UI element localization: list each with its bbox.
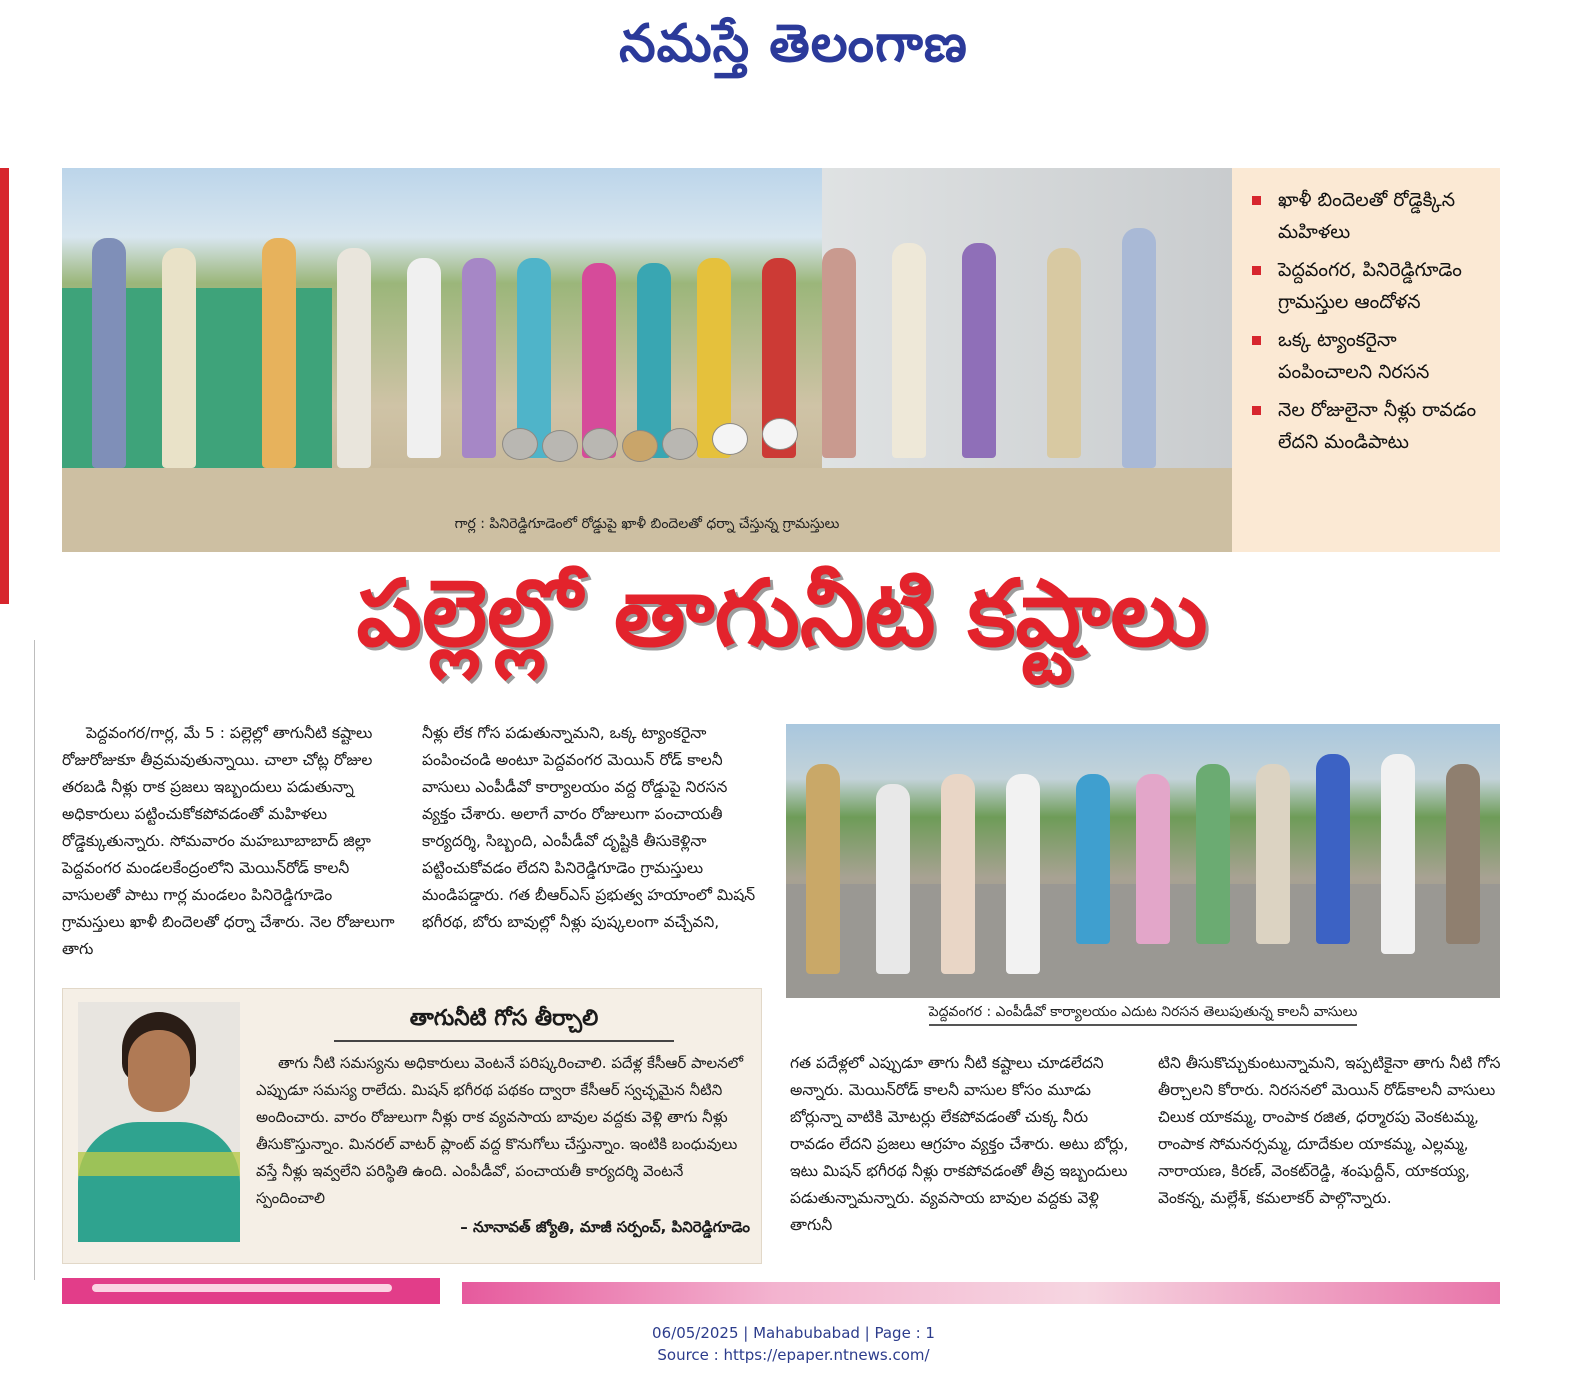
photo-person xyxy=(1076,774,1110,944)
highlight-item xyxy=(1252,324,1490,388)
photo-person xyxy=(1006,774,1040,974)
photo-person xyxy=(337,248,371,468)
bullet-square-icon xyxy=(1252,406,1261,415)
photo-person xyxy=(962,243,996,458)
quote-title: తాగునీటి గోస తీర్చాలి xyxy=(334,1006,674,1042)
next-article-photo-strip xyxy=(462,1282,1500,1304)
quote-text: తాగు నీటి సమస్యను అధికారులు వెంటనే పరిష్కరించాలి. పదేళ్ల కేసీఆర్ పాలనలో ఎప్పుడూ సమస్య రాలేదు. మిషన్ భగీరథ పథకం ద్వారా కేసీఆర్ స్వచ్ఛమైన నీటిని అందించారు. వారం రోజులుగా నీళ్లు రాక వ్యవసాయ బావుల వద్దకు వెళ్లి తాగు నీళ్లు తీసుకొస్తున్నాం. మినరల్ వాటర్ ప్లాంట్ వద్ద కొనుగోలు చేస్తున్నాం. ఇంటికి బంధువులు వస్తే నీళ్లు ఇవ్వలేని పరిస్థితి ఉంది. ఎంపీడీవో, పంచాయతీ కార్యదర్శి వెంటనే స్పందించాలి xyxy=(256,1054,744,1207)
second-photo-caption xyxy=(786,1004,1500,1023)
photo-person xyxy=(806,764,840,974)
photo-pot xyxy=(762,418,798,450)
main-headline: పల్లెల్లో తాగునీటి కష్టాలు xyxy=(356,560,1208,667)
photo-pot xyxy=(622,430,658,462)
photo-person xyxy=(941,774,975,974)
photo-building xyxy=(822,168,1232,468)
portrait-face xyxy=(128,1030,190,1112)
highlight-item xyxy=(1252,184,1490,248)
portrait-saree xyxy=(78,1122,240,1242)
highlight-text: ఖాళీ బిందెలతో రోడ్డెక్కిన మహిళలు xyxy=(1278,189,1456,243)
photo-person xyxy=(1122,228,1156,468)
photo-person xyxy=(1446,764,1480,944)
article-column-2: నీళ్లు లేక గోస పడుతున్నామని, ఒక్క ట్యాంకరైనా పంపించండి అంటూ పెద్దవంగర మెయిన్ రోడ్ కాలనీ వాసులు ఎంపీడీవో కార్యాలయం వద్ద రోడ్డుపై నిరసన వ్యక్తం చేశారు. అలాగే వారం రోజులుగా పంచాయతీ కార్యదర్శి, సిబ్బంది, ఎంపీడీవో దృష్టికి తీసుకెళ్లినా పట్టించుకోవడం లేదని పినిరెడ్డిగూడెం గ్రామస్తులు మండిపడ్డారు. గత బీఆర్‌ఎస్ ప్రభుత్వ హయాంలో మిషన్ భగీరథ, బోరు బావుల్లో నీళ్లు పుష్కలంగా వచ్చేవని, xyxy=(422,724,756,931)
next-article-headline-cut xyxy=(92,1284,392,1292)
bullet-square-icon xyxy=(1252,336,1261,345)
photo-person xyxy=(162,248,196,468)
photo-person xyxy=(92,238,126,468)
bullet-square-icon xyxy=(1252,266,1261,275)
second-protest-photo xyxy=(786,724,1500,998)
photo-person xyxy=(262,238,296,468)
article-column-3: గత పదేళ్లలో ఎప్పుడూ తాగు నీటి కష్టాలు చూడలేదని అన్నారు. మెయిన్‌రోడ్ కాలనీ వాసుల కోసం మూడు బోర్లున్నా వాటికి మోటర్లు లేకపోవడంతో చుక్క నీరు రావడం లేదని ప్రజలు ఆగ్రహం వ్యక్తం చేశారు. అటు బోర్లు, ఇటు మిషన్ భగీరథ నీళ్లు రాకపోవడంతో తీవ్ర ఇబ్బందులు పడుతున్నామన్నారు. వ్యవసాయ బావుల వద్దకు వెళ్లి తాగునీ xyxy=(790,1054,1129,1234)
highlights-box xyxy=(1232,168,1500,552)
photo-pot xyxy=(502,428,538,460)
photo-person xyxy=(637,263,671,458)
bullet-square-icon xyxy=(1252,196,1261,205)
page-footer xyxy=(0,1322,1587,1366)
photo-road xyxy=(62,468,1232,552)
masthead-title: నమస్తే తెలంగాణ xyxy=(619,14,968,74)
footer-source-link[interactable]: Source : https://epaper.ntnews.com/ xyxy=(657,1346,930,1364)
photo-person xyxy=(407,258,441,458)
footer-date-line: 06/05/2025 | Mahabubabad | Page : 1 xyxy=(652,1324,935,1342)
highlight-item xyxy=(1252,394,1490,458)
photo-pot xyxy=(662,428,698,460)
left-red-bar xyxy=(0,168,9,604)
photo-person xyxy=(462,258,496,458)
photo-pot xyxy=(712,423,748,455)
highlight-text: నెల రోజులైనా నీళ్లు రావడం లేదని మండిపాటు xyxy=(1278,399,1477,453)
next-article-banner xyxy=(62,1278,440,1304)
photo-person xyxy=(876,784,910,974)
highlight-item xyxy=(1252,254,1490,318)
photo-person xyxy=(1316,754,1350,944)
photo-person xyxy=(1136,774,1170,944)
article-column-1: పెద్దవంగర/గార్ల, మే 5 : పల్లెల్లో తాగునీటి కష్టాలు రోజురోజుకూ తీవ్రమవుతున్నాయి. చాలా చోట్ల రోజుల తరబడి నీళ్లు రాక ప్రజలు ఇబ్బందులు పడుతున్నా అధికారులు పట్టించుకోకపోవడంతో మహిళలు రోడ్డెక్కుతున్నారు. సోమవారం మహబూబాబాద్ జిల్లా పెద్దవంగర మండలకేంద్రంలోని మెయిన్‌రోడ్ కాలనీ వాసులతో పాటు గార్ల మండలం పినిరెడ్డిగూడెం గ్రామస్తులు ఖాళీ బిందెలతో ధర్నా చేశారు. నెల రోజులుగా తాగు xyxy=(62,724,395,958)
photo-pot xyxy=(582,428,618,460)
left-column-rule xyxy=(34,640,35,1280)
highlight-text: పెద్దవంగర, పినిరెడ్డిగూడెం గ్రామస్తుల ఆందోళన xyxy=(1278,259,1462,313)
photo-person xyxy=(1381,754,1415,954)
top-protest-photo xyxy=(62,168,1232,552)
portrait-photo xyxy=(78,1002,240,1242)
photo-person xyxy=(822,248,856,458)
quote-attribution: – నూనావత్ జ్యోతి, మాజీ సర్పంచ్, పినిరెడ్డిగూడెం xyxy=(460,1218,750,1236)
photo-person xyxy=(1047,248,1081,458)
photo-pot xyxy=(542,430,578,462)
article-column-4: టిని తీసుకొచ్చుకుంటున్నామని, ఇప్పటికైనా తాగు నీటి గోస తీర్చాలని కోరారు. నిరసనలో మెయిన్ రోడ్‌కాలనీ వాసులు చిలుక యాకమ్మ, రాంపాక రజిత, ధర్మారపు వెంకటమ్మ, రాంపాక సోమనర్సమ్మ, దూదేకుల యాకమ్మ, ఎల్లమ్మ, నారాయణ, కిరణ్, వెంకట్‌రెడ్డి, శంషుద్దీన్, యాకయ్య, వెంకన్న, మల్లేశ్, కమలాకర్ పాల్గొన్నారు. xyxy=(1158,1054,1501,1207)
photo-person xyxy=(1196,764,1230,944)
second-photo-caption-text: పెద్దవంగర : ఎంపీడీవో కార్యాలయం ఎదుట నిరసన తెలుపుతున్న కాలనీ వాసులు xyxy=(929,1004,1358,1026)
photo-person xyxy=(1256,764,1290,944)
portrait-saree-border xyxy=(78,1152,240,1176)
top-photo-caption: గార్ల : పినిరెడ్డిగూడెంలో రోడ్డుపై ఖాళీ బిందెలతో ధర్నా చేస్తున్న గ్రామస్తులు xyxy=(454,516,840,532)
highlight-text: ఒక్క ట్యాంకరైనా పంపించాలని నిరసన xyxy=(1278,329,1430,383)
photo-person xyxy=(892,243,926,458)
